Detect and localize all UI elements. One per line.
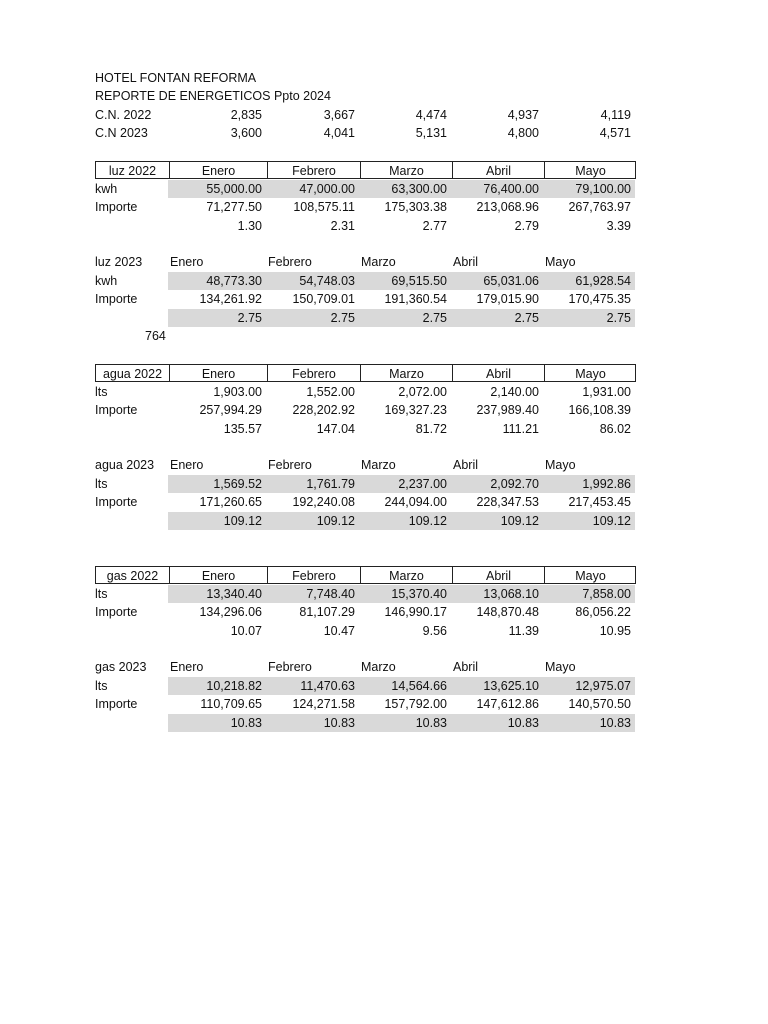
cn-value: 2,835 <box>230 108 262 122</box>
data-cell: 148,870.48 <box>476 605 539 619</box>
month-header: Marzo <box>361 458 396 472</box>
data-cell: 110,709.65 <box>200 697 262 711</box>
data-cell: 86,056.22 <box>575 605 631 619</box>
data-cell: 228,202.92 <box>292 403 355 417</box>
month-header: Enero <box>169 567 267 583</box>
row-label: Importe <box>95 495 138 509</box>
data-cell: 134,261.92 <box>199 292 262 306</box>
data-cell: 2.75 <box>266 309 359 327</box>
data-cell: 237,989.40 <box>476 403 539 417</box>
data-cell: 81,107.29 <box>299 605 355 619</box>
data-cell: 1,992.86 <box>543 475 635 493</box>
data-cell: 55,000.00 <box>168 180 266 198</box>
report-title: HOTEL FONTAN REFORMA <box>95 71 257 85</box>
data-cell: 267,763.97 <box>568 200 631 214</box>
data-cell: 228,347.53 <box>476 495 539 509</box>
data-cell: 213,068.96 <box>476 200 539 214</box>
month-header: Marzo <box>360 162 452 178</box>
row-label: Importe <box>95 200 138 214</box>
row-label: Importe <box>95 292 138 306</box>
cn-value: 4,800 <box>507 126 539 140</box>
section-title: gas 2022 <box>106 569 159 583</box>
month-header: Marzo <box>360 365 452 381</box>
data-cell: 3.39 <box>606 218 631 233</box>
cn-value: 4,041 <box>323 126 355 140</box>
month-header: Febrero <box>267 162 360 178</box>
row-label: kwh <box>95 273 118 288</box>
data-cell: 134,296.06 <box>199 605 262 619</box>
data-cell: 69,515.50 <box>359 272 451 290</box>
data-cell: 2.75 <box>359 309 451 327</box>
data-cell: 2.31 <box>330 218 355 233</box>
month-header: Marzo <box>360 567 452 583</box>
data-cell: 12,975.07 <box>543 677 635 695</box>
data-cell: 191,360.54 <box>384 292 447 306</box>
month-header: Mayo <box>544 365 636 381</box>
cn-label: C.N 2023 <box>95 126 148 140</box>
data-cell: 10.83 <box>543 714 635 732</box>
data-cell: 1,931.00 <box>582 384 631 399</box>
data-cell: 124,271.58 <box>292 697 355 711</box>
data-cell: 10.83 <box>266 714 359 732</box>
month-header: Mayo <box>545 660 576 674</box>
data-cell: 48,773.30 <box>168 272 266 290</box>
cn-value: 3,667 <box>323 108 355 122</box>
data-cell: 257,994.29 <box>199 403 262 417</box>
data-cell: 76,400.00 <box>451 180 543 198</box>
data-cell: 244,094.00 <box>384 495 447 509</box>
data-cell: 13,340.40 <box>168 585 266 603</box>
data-cell: 13,625.10 <box>451 677 543 695</box>
data-cell: 109.12 <box>266 512 359 530</box>
data-cell: 2,237.00 <box>359 475 451 493</box>
row-label: kwh <box>95 181 118 196</box>
data-cell: 15,370.40 <box>359 585 451 603</box>
month-header: Febrero <box>267 365 360 381</box>
stray-value: 764 <box>145 329 166 343</box>
data-cell: 170,475.35 <box>568 292 631 306</box>
data-cell: 1,569.52 <box>168 475 266 493</box>
data-cell: 135.57 <box>223 421 262 436</box>
data-cell: 10.47 <box>323 623 355 638</box>
data-cell: 1,903.00 <box>213 384 262 399</box>
data-cell: 10.83 <box>451 714 543 732</box>
data-cell: 150,709.01 <box>292 292 355 306</box>
data-cell: 175,303.38 <box>384 200 447 214</box>
cn-value: 3,600 <box>230 126 262 140</box>
month-header: Abril <box>452 567 544 583</box>
section-title: luz 2023 <box>95 255 143 269</box>
data-cell: 2.77 <box>422 218 447 233</box>
data-cell: 79,100.00 <box>543 180 635 198</box>
month-header: Abril <box>453 255 479 269</box>
data-cell: 2,092.70 <box>451 475 543 493</box>
month-header: Febrero <box>268 660 312 674</box>
data-cell: 2.75 <box>543 309 635 327</box>
data-cell: 2.75 <box>168 309 266 327</box>
report-subtitle: REPORTE DE ENERGETICOS Ppto 2024 <box>95 89 331 103</box>
data-cell: 63,300.00 <box>359 180 451 198</box>
data-cell: 10,218.82 <box>168 677 266 695</box>
data-cell: 109.12 <box>168 512 266 530</box>
data-cell: 2,072.00 <box>398 384 447 399</box>
data-cell: 71,277.50 <box>206 200 262 214</box>
month-header: Febrero <box>267 567 360 583</box>
data-cell: 47,000.00 <box>266 180 359 198</box>
data-cell: 13,068.10 <box>451 585 543 603</box>
section-title: gas 2023 <box>95 660 147 674</box>
row-label: Importe <box>95 403 138 417</box>
data-cell: 109.12 <box>359 512 451 530</box>
month-header: Enero <box>170 458 204 472</box>
month-header: Enero <box>169 365 267 381</box>
row-label: Importe <box>95 697 138 711</box>
month-header: Mayo <box>544 567 636 583</box>
row-label: lts <box>95 678 108 693</box>
data-cell: 10.83 <box>359 714 451 732</box>
data-cell: 61,928.54 <box>543 272 635 290</box>
data-cell: 7,748.40 <box>266 585 359 603</box>
month-header: Enero <box>169 162 267 178</box>
data-cell: 1,761.79 <box>266 475 359 493</box>
data-cell: 2,140.00 <box>490 384 539 399</box>
month-header: Mayo <box>545 255 576 269</box>
month-header: Abril <box>453 660 479 674</box>
data-cell: 192,240.08 <box>292 495 355 509</box>
month-header: Marzo <box>361 660 396 674</box>
data-cell: 54,748.03 <box>266 272 359 290</box>
data-cell: 10.07 <box>230 623 262 638</box>
data-cell: 1,552.00 <box>306 384 355 399</box>
data-cell: 169,327.23 <box>384 403 447 417</box>
data-cell: 147.04 <box>316 421 355 436</box>
data-cell: 147,612.86 <box>476 697 539 711</box>
month-header: Febrero <box>268 255 312 269</box>
data-cell: 217,453.45 <box>568 495 631 509</box>
month-header: Mayo <box>545 458 576 472</box>
cn-value: 4,119 <box>600 108 631 122</box>
data-cell: 109.12 <box>543 512 635 530</box>
data-cell: 111.21 <box>502 421 539 436</box>
cn-label: C.N. 2022 <box>95 108 152 122</box>
cn-value: 4,571 <box>599 126 631 140</box>
cn-value: 4,937 <box>507 108 539 122</box>
month-header: Abril <box>453 458 479 472</box>
row-label: lts <box>95 384 108 399</box>
section-header-box <box>95 364 636 382</box>
month-header: Enero <box>170 255 204 269</box>
section-header-box <box>95 161 636 179</box>
data-cell: 7,858.00 <box>543 585 635 603</box>
month-header: Abril <box>452 365 544 381</box>
month-header: Marzo <box>361 255 396 269</box>
data-cell: 179,015.90 <box>476 292 539 306</box>
row-label: lts <box>95 586 108 601</box>
data-cell: 2.79 <box>514 218 539 233</box>
section-title: luz 2022 <box>108 164 157 178</box>
row-label: lts <box>95 476 108 491</box>
section-title: agua 2022 <box>102 367 163 381</box>
month-header: Mayo <box>544 162 636 178</box>
data-cell: 2.75 <box>451 309 543 327</box>
data-cell: 109.12 <box>451 512 543 530</box>
data-cell: 86.02 <box>599 421 631 436</box>
month-header: Abril <box>452 162 544 178</box>
section-header-box <box>95 566 636 584</box>
data-cell: 14,564.66 <box>359 677 451 695</box>
row-label: Importe <box>95 605 138 619</box>
data-cell: 1.30 <box>237 218 262 233</box>
data-cell: 140,570.50 <box>568 697 631 711</box>
data-cell: 10.95 <box>599 623 631 638</box>
data-cell: 10.83 <box>168 714 266 732</box>
data-cell: 65,031.06 <box>451 272 543 290</box>
section-title: agua 2023 <box>95 458 155 472</box>
data-cell: 146,990.17 <box>384 605 447 619</box>
data-cell: 108,575.11 <box>293 200 355 214</box>
data-cell: 81.72 <box>415 421 447 436</box>
data-cell: 157,792.00 <box>384 697 447 711</box>
cn-value: 5,131 <box>415 126 447 140</box>
month-header: Febrero <box>268 458 312 472</box>
data-cell: 166,108.39 <box>568 403 631 417</box>
month-header: Enero <box>170 660 204 674</box>
data-cell: 171,260.65 <box>199 495 262 509</box>
cn-value: 4,474 <box>415 108 447 122</box>
data-cell: 9.56 <box>422 623 447 638</box>
data-cell: 11.39 <box>508 623 539 638</box>
data-cell: 11,470.63 <box>266 677 359 695</box>
